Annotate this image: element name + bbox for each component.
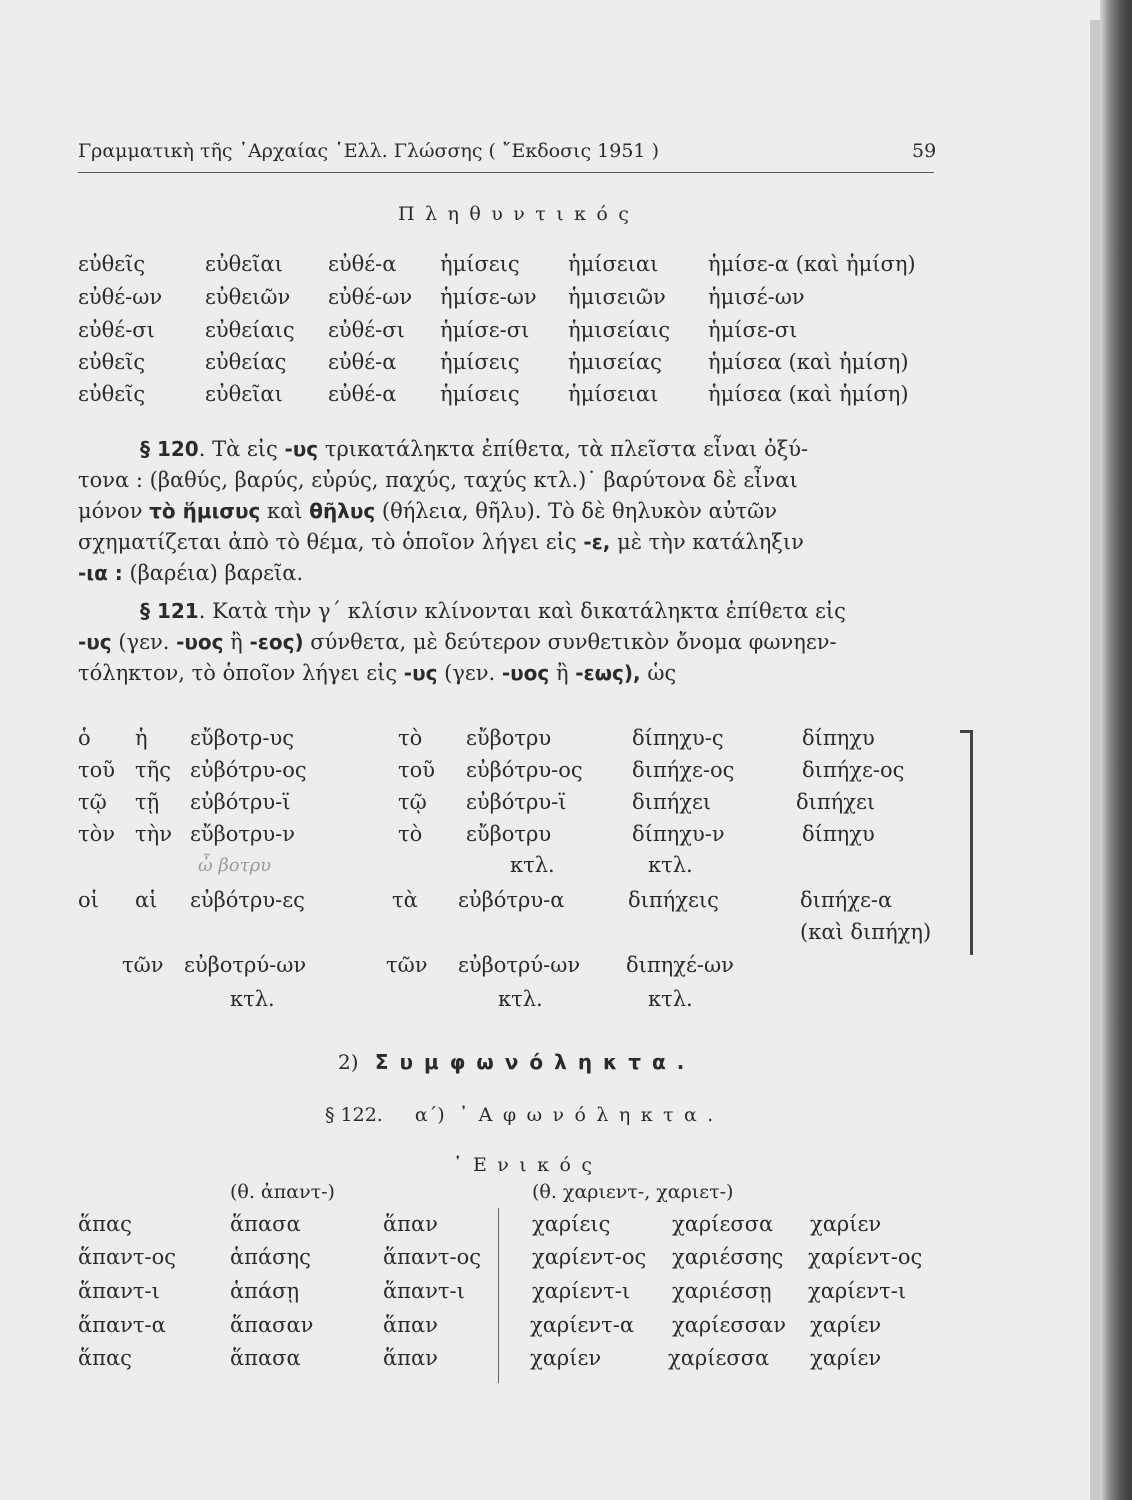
plural-cell: εὐθείαις — [205, 318, 295, 342]
plural-cell: ἡμισέ-ων — [708, 285, 805, 309]
plural-cell: εὐθεῖς — [78, 350, 146, 374]
form: ἅπας — [78, 1212, 132, 1236]
form: ἅπαντ-ι — [78, 1279, 160, 1303]
form: ἅπαντ-α — [78, 1313, 166, 1337]
form: χαριέσσῃ — [672, 1279, 772, 1303]
form: δίπηχυ-ς — [632, 726, 724, 750]
paragraph-120 — [78, 434, 934, 589]
plural-cell: εὐθέ-α — [328, 350, 397, 374]
form: διπήχε-ος — [632, 758, 735, 782]
ending-bold: -ε, — [583, 530, 611, 554]
subsection-letter: α΄) — [414, 1104, 445, 1126]
form: ἅπασαν — [230, 1313, 314, 1337]
form: εὔβοτρυ — [466, 822, 552, 846]
etc: κτλ. — [648, 853, 693, 877]
text: (βαρέια) βαρεῖα. — [122, 561, 304, 585]
form: εὐβότρυ-ϊ — [466, 790, 567, 814]
form: χαρίεν — [810, 1346, 882, 1370]
form: εὐβότρυ-ϊ — [190, 790, 291, 814]
text: ὡς — [640, 661, 677, 685]
paragraph-121 — [78, 596, 934, 689]
plural-cell: εὐθεῖς — [78, 382, 146, 406]
plural-cell: ἡμίσεις — [440, 252, 520, 276]
text-line: τονα : (βαθύς, βαρύς, εὐρύς, παχύς, ταχύς κτλ.)˙ βαρύτονα δὲ εἶναι — [78, 468, 798, 492]
text: σύνθετα, μὲ δεύτερον συνθετικὸν ὄνομα φωνηεν- — [303, 630, 837, 654]
subsection-number: § 122. — [325, 1104, 383, 1126]
ending-bold: -ια : — [78, 561, 123, 585]
plural-cell: εὐθεῖαι — [205, 252, 283, 276]
plural-cell: ἡμίσεις — [440, 350, 520, 374]
section-heading-title: Συμφωνόληκτα. — [374, 1050, 696, 1074]
form: εὔβοτρ-υς — [190, 726, 295, 750]
article: τοῦ — [398, 758, 436, 782]
form: δίπηχυ-ν — [632, 822, 725, 846]
text: τόληκτον, τὸ ὁποῖον λήγει εἰς — [78, 661, 404, 685]
ending-bold: -υς — [403, 661, 438, 685]
subsection-title: ᾿Αφωνόληκτα. — [458, 1104, 724, 1126]
subsection-heading — [325, 1104, 724, 1126]
form: ἅπαντ-ος — [383, 1245, 482, 1269]
form: εὔβοτρυ — [466, 726, 552, 750]
form: ἁπάσῃ — [230, 1279, 300, 1303]
ending-bold: -εος) — [249, 630, 304, 654]
running-title: Γραμματικὴ τῆς ᾿Αρχαίας ῾Ελλ. Γλώσσης ( ῎Εκδοσις 1951 ) — [78, 140, 659, 162]
page-edge — [1090, 20, 1100, 1500]
page-number: 59 — [912, 140, 937, 162]
form: ἅπασα — [230, 1212, 301, 1236]
article: τῇ — [135, 790, 160, 814]
text: ἢ — [549, 661, 576, 685]
plural-cell: ἡμίσεα (καὶ ἡμίση) — [708, 382, 909, 406]
plural-cell: εὐθέ-ων — [328, 285, 413, 309]
text: ἢ — [223, 630, 250, 654]
form: χαριέσσης — [672, 1245, 784, 1269]
plural-cell: ἡμίσειαι — [568, 252, 659, 276]
article: τοῦ — [78, 758, 116, 782]
form: χαρίεντ-α — [530, 1313, 635, 1337]
article: τὸ — [398, 726, 423, 750]
form: διπήχεις — [628, 888, 719, 912]
form: ἅπαν — [383, 1346, 438, 1370]
plural-cell: εὐθέ-α — [328, 252, 397, 276]
article: τὴν — [135, 822, 172, 846]
plural-heading: Πληθυντικός — [398, 203, 640, 225]
form: ἅπαντ-ος — [78, 1245, 177, 1269]
text: . Τὰ εἰς — [198, 437, 285, 461]
article: τὰ — [392, 888, 418, 912]
form: εὔβοτρυ-ν — [190, 822, 296, 846]
text: . Κατὰ τὴν γ΄ κλίσιν κλίνονται καὶ δικατάληκτα ἐπίθετα εἰς — [198, 599, 846, 623]
plural-cell: εὐθέ-ων — [78, 285, 163, 309]
form: χαρίεσσαν — [672, 1313, 786, 1337]
plural-cell: εὐθειῶν — [205, 285, 291, 309]
article: τῷ — [398, 790, 427, 814]
form-note: (καὶ διπήχη) — [800, 920, 932, 944]
plural-cell: ἡμισείας — [568, 350, 662, 374]
etc: κτλ. — [648, 987, 693, 1011]
text: σχηματίζεται ἀπὸ τὸ θέμα, τὸ ὁποῖον λήγει εἰς — [78, 530, 584, 554]
form: δίπηχυ — [802, 726, 875, 750]
plural-cell: ἡμισειῶν — [568, 285, 666, 309]
header-rule — [78, 172, 934, 173]
etc: κτλ. — [498, 987, 543, 1011]
plural-cell: εὐθέ-α — [328, 382, 397, 406]
article: τῶν — [122, 953, 164, 977]
section-heading — [338, 1050, 695, 1074]
form: χαρίεσσα — [672, 1212, 774, 1236]
margin-bracket-tick — [960, 730, 972, 733]
plural-cell: ἡμίσεα (καὶ ἡμίση) — [708, 350, 909, 374]
plural-cell: ἡμίσειαι — [568, 382, 659, 406]
section-number: § 120 — [140, 437, 199, 461]
ending-bold: -υος — [176, 630, 224, 654]
article: ὁ — [78, 726, 91, 750]
form: εὐβότρυ-ος — [190, 758, 307, 782]
plural-cell: ἡμίσε-σι — [708, 318, 798, 342]
form: χαρίεν — [530, 1346, 602, 1370]
article: τῶν — [386, 953, 428, 977]
form: εὐβότρυ-ος — [466, 758, 583, 782]
ending-bold: -υς — [78, 630, 112, 654]
etc: κτλ. — [230, 987, 275, 1011]
article: οἱ — [78, 888, 99, 912]
section-number: § 121 — [140, 599, 199, 623]
plural-cell: εὐθέ-σι — [78, 318, 155, 342]
article: αἱ — [135, 888, 158, 912]
form: εὐβότρυ-ες — [190, 888, 305, 912]
book-spine-edge — [1100, 0, 1132, 1500]
etc: κτλ. — [510, 853, 555, 877]
form: χαρίεντ-ι — [532, 1279, 631, 1303]
plural-cell: εὐθεῖαι — [205, 382, 283, 406]
theme-label: (θ. ἀπαντ-) — [230, 1181, 335, 1203]
form: ἁπάσης — [230, 1245, 311, 1269]
ending-bold: -εως), — [575, 661, 641, 685]
form: ἅπαντ-ι — [383, 1279, 465, 1303]
plural-cell: ἡμίσε-α (καὶ ἡμίση) — [708, 252, 916, 276]
form: ἅπασα — [230, 1346, 301, 1370]
article: τῷ — [78, 790, 107, 814]
form: διπηχέ-ων — [626, 953, 734, 977]
text: τρικατάληκτα ἐπίθετα, τὰ πλεῖστα εἶναι ὀξύ- — [318, 437, 809, 461]
handwritten-note: ὦ βοτρυ — [198, 855, 272, 876]
form: διπήχε-ος — [802, 758, 905, 782]
article: τὸ — [398, 822, 423, 846]
text: (γεν. — [437, 661, 502, 685]
section-heading-number: 2) — [338, 1050, 359, 1074]
form: διπήχει — [796, 790, 876, 814]
form: ἅπας — [78, 1346, 132, 1370]
form: εὐβοτρύ-ων — [184, 953, 307, 977]
term-bold: θῆλυς — [309, 499, 376, 523]
ending-bold: -υος — [501, 661, 550, 685]
plural-cell: εὐθέ-σι — [328, 318, 405, 342]
form: χαρίεσσα — [668, 1346, 770, 1370]
column-divider — [498, 1208, 499, 1383]
text: μόνον — [78, 499, 150, 523]
form: χαρίεντ-ος — [808, 1245, 923, 1269]
form: χαρίεν — [810, 1313, 882, 1337]
term-bold: τὸ ἥμισυς — [149, 499, 261, 523]
plural-cell: ἡμίσε-ων — [440, 285, 537, 309]
article: τὸν — [78, 822, 116, 846]
singular-heading: ῾Ενικός — [453, 1154, 603, 1176]
form: χαρίεν — [810, 1212, 882, 1236]
form: ἅπαν — [383, 1212, 438, 1236]
margin-bracket — [970, 730, 973, 955]
form: διπήχε-α — [800, 888, 893, 912]
form: διπήχει — [632, 790, 712, 814]
plural-cell: εὐθείας — [205, 350, 287, 374]
form: δίπηχυ — [802, 822, 875, 846]
text: καὶ — [260, 499, 310, 523]
plural-cell: εὐθεῖς — [78, 252, 146, 276]
ending-bold: -υς — [284, 437, 319, 461]
form: εὐβοτρύ-ων — [458, 953, 581, 977]
text: (θήλεια, θῆλυ). Τὸ δὲ θηλυκὸν αὐτῶν — [375, 499, 777, 523]
plural-cell: ἡμίσεις — [440, 382, 520, 406]
article: ἡ — [135, 726, 148, 750]
plural-cell: ἡμισείαις — [568, 318, 671, 342]
form: εὐβότρυ-α — [458, 888, 565, 912]
form: χαρίεντ-ος — [532, 1245, 647, 1269]
text: μὲ τὴν κατάληξιν — [610, 530, 804, 554]
article: τῆς — [135, 758, 171, 782]
plural-cell: ἡμίσε-σι — [440, 318, 530, 342]
form: χαρίεντ-ι — [808, 1279, 907, 1303]
theme-label: (θ. χαριεντ-, χαριετ-) — [532, 1181, 734, 1203]
text: (γεν. — [111, 630, 177, 654]
form: χαρίεις — [532, 1212, 611, 1236]
form: ἅπαν — [383, 1313, 438, 1337]
